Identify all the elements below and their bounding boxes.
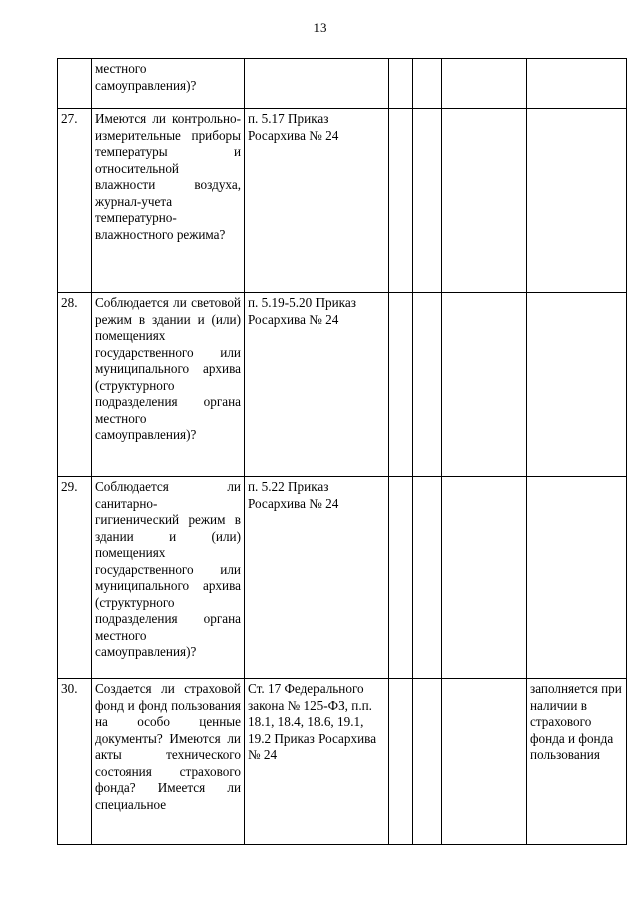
table-row (58, 59, 627, 109)
answer-na-cell (442, 109, 527, 293)
note-cell: заполняется при наличии в страхового фонда и фонда пользования (527, 679, 627, 845)
legal-basis (245, 59, 389, 109)
question-text: Создается ли страховой фонд и фонд пользования на особо ценные документы? Имеются ли акты технического состояния страхового фонда? Имеется ли специальное (92, 679, 245, 845)
answer-no-cell (413, 293, 442, 477)
answer-na-cell (442, 293, 527, 477)
answer-no-cell (413, 679, 442, 845)
question-text: Соблюдается ли световой режим в здании и (или) помещениях государственного или муниципального архива (структурного подразделения органа местного самоуправления)? (92, 293, 245, 477)
table-row (58, 109, 627, 293)
question-text: Имеются ли контрольно-измерительные приборы температуры и относительной влажности воздуха, журнал-учета температурно-влажностного режима? (92, 109, 245, 293)
table-row (58, 477, 627, 679)
table-row (58, 679, 627, 845)
answer-no-cell (413, 109, 442, 293)
row-number: 27. (58, 109, 92, 293)
note-cell (527, 59, 627, 109)
legal-basis: п. 5.22 Приказ Росархива № 24 (245, 477, 389, 679)
table-row (58, 293, 627, 477)
answer-yes-cell (389, 477, 413, 679)
legal-basis: п. 5.17 Приказ Росархива № 24 (245, 109, 389, 293)
answer-na-cell (442, 59, 527, 109)
note-cell (527, 109, 627, 293)
answer-yes-cell (389, 109, 413, 293)
question-text: Соблюдается ли санитарно-гигиенический режим в здании и (или) помещениях государственного или муниципального архива (структурного подразделения органа местного самоуправления)? (92, 477, 245, 679)
answer-na-cell (442, 477, 527, 679)
answer-yes-cell (389, 679, 413, 845)
legal-basis: Ст. 17 Федерального закона № 125-ФЗ, п.п. 18.1, 18.4, 18.6, 19.1, 19.2 Приказ Росархива № 24 (245, 679, 389, 845)
answer-yes-cell (389, 293, 413, 477)
note-cell (527, 293, 627, 477)
page-number: 13 (313, 20, 327, 35)
answer-no-cell (413, 477, 442, 679)
checklist-table (57, 58, 627, 845)
answer-no-cell (413, 59, 442, 109)
row-number: 30. (58, 679, 92, 845)
row-number: 28. (58, 293, 92, 477)
question-text: местного самоуправления)? (92, 59, 245, 109)
answer-yes-cell (389, 59, 413, 109)
row-number (58, 59, 92, 109)
row-number: 29. (58, 477, 92, 679)
answer-na-cell (442, 679, 527, 845)
note-cell (527, 477, 627, 679)
legal-basis: п. 5.19-5.20 Приказ Росархива № 24 (245, 293, 389, 477)
